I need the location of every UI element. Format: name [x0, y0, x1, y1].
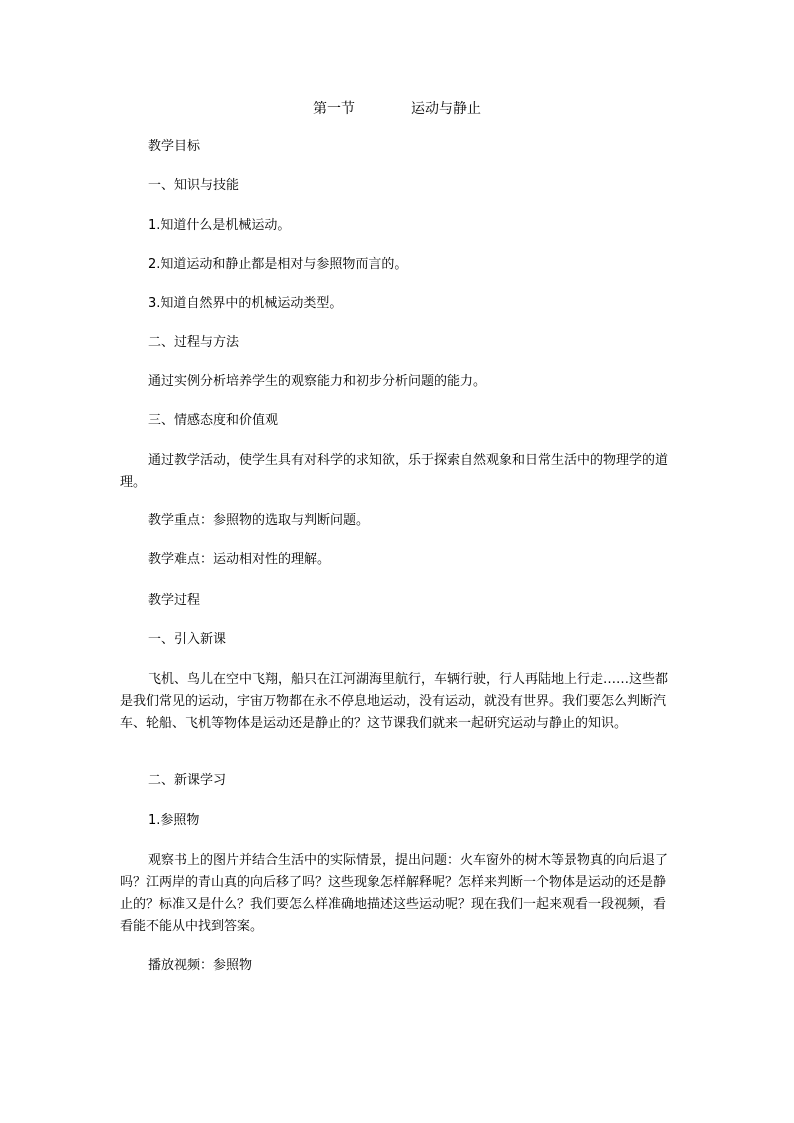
paragraph-play-video: 播放视频：参照物: [148, 958, 253, 973]
paragraph-attitude-values: 通过教学活动，使学生具有对科学的求知欲，乐于探索自然观象和日常生活中的物理学的道理。: [120, 453, 669, 490]
section-title: 运动与静止: [411, 101, 481, 117]
heading-introduction: 一、引入新课: [148, 632, 227, 647]
teaching-key-point: 教学重点：参照物的选取与判断问题。: [148, 513, 370, 528]
page-title: [0, 100, 794, 118]
list-item-1: 1.知道什么是机械运动。: [148, 218, 291, 233]
heading-teaching-goals: 教学目标: [148, 139, 201, 154]
list-item-3: 3.知道自然界中的机械运动类型。: [148, 296, 343, 311]
paragraph-introduction: 飞机、鸟儿在空中飞翔，船只在江河湖海里航行，车辆行驶，行人再陆地上行走……这些都是我们常见的运动，宇宙万物都在永不停息地运动，没有运动，就没有世界。我们要怎么判断汽车、轮船、飞机等物体是运动还是静止的？这节课我们就来一起研究运动与静止的知识。: [120, 672, 669, 731]
heading-teaching-process: 教学过程: [148, 593, 201, 608]
list-item-2: 2.知道运动和静止都是相对与参照物而言的。: [148, 257, 408, 272]
paragraph-process-method: 通过实例分析培养学生的观察能力和初步分析问题的能力。: [148, 374, 487, 389]
heading-new-lesson: 二、新课学习: [148, 773, 227, 788]
heading-reference-object: 1.参照物: [148, 813, 200, 828]
section-number: 第一节: [313, 101, 355, 117]
heading-attitude-values: 三、情感态度和价值观: [148, 413, 279, 428]
heading-knowledge-skills: 一、知识与技能: [148, 178, 240, 193]
heading-process-method: 二、过程与方法: [148, 335, 240, 350]
teaching-difficulty: 教学难点：运动相对性的理解。: [148, 552, 331, 567]
paragraph-reference-object: 观察书上的图片并结合生活中的实际情景，提出问题：火车窗外的树木等景物真的向后退了吗？江两岸的青山真的向后移了吗？这些现象怎样解释呢？怎样来判断一个物体是运动的还是静止的？标准又是什么？我们要怎么样准确地描述这些运动呢？现在我们一起来观看一段视频，看看能不能从中找到答案。: [120, 853, 669, 934]
